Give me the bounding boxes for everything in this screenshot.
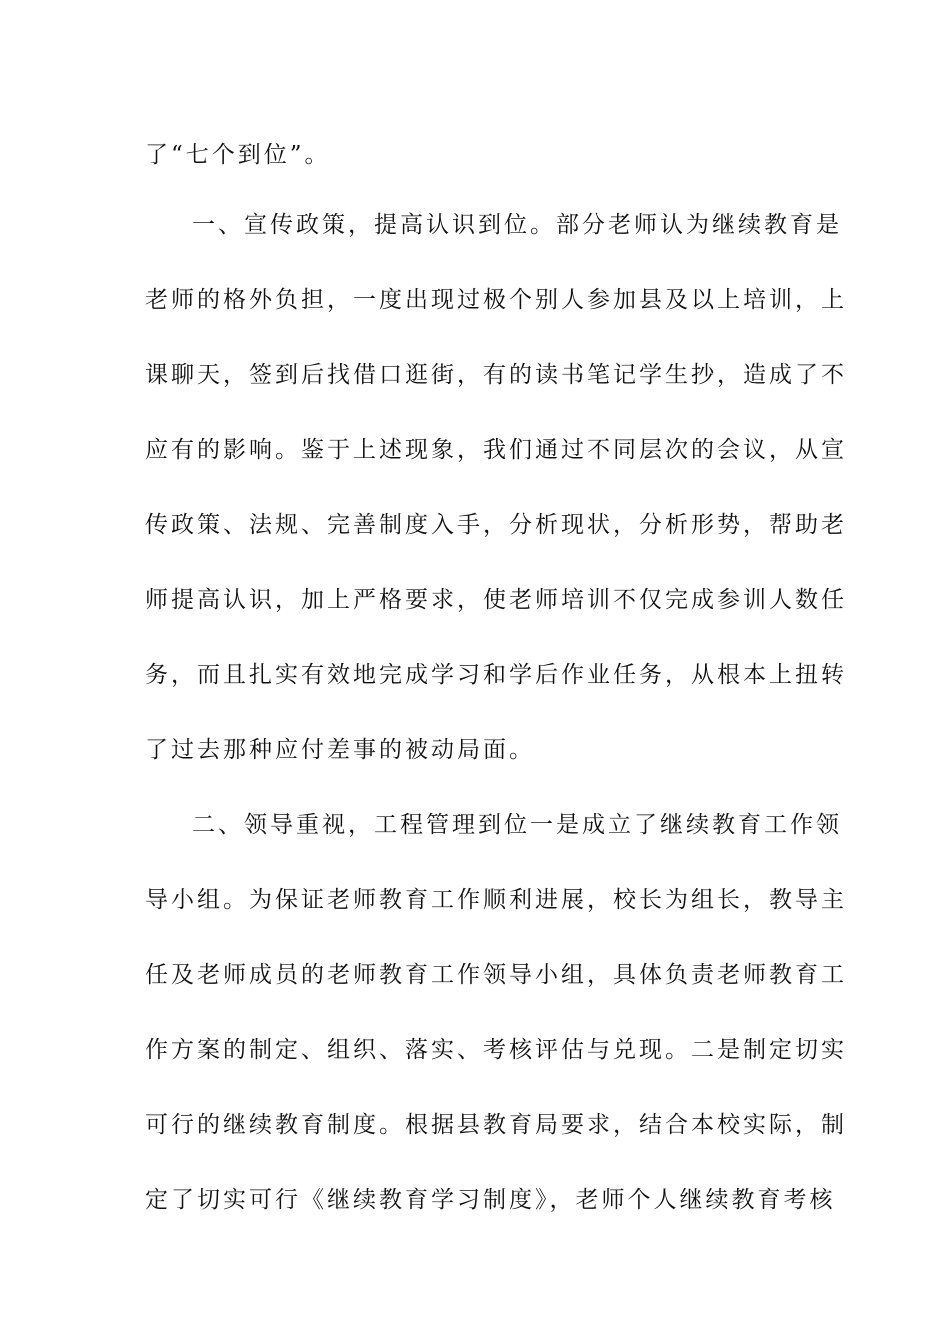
text-line: 可行的继续教育制度。根据县教育局要求，结合本校实际，制 [145,1112,847,1138]
text-line: 作方案的制定、组织、落实、考核评估与兑现。二是制定切实 [145,1037,847,1063]
text-line: 课聊天，签到后找借口逛街，有的读书笔记学生抄，造成了不 [145,362,847,388]
text-line: 老师的格外负担，一度出现过极个别人参加县及以上培训，上 [145,287,847,313]
text-line: 了“七个到位”。 [145,142,331,168]
text-line: 了过去那种应付差事的被动局面。 [145,737,535,763]
text-line: 师提高认识，加上严格要求，使老师培训不仅完成参训人数任 [145,587,847,613]
text-line: 传政策、法规、完善制度入手，分析现状，分析形势，帮助老 [145,512,847,538]
text-line: 任及老师成员的老师教育工作领导小组，具体负责老师教育工 [145,962,847,988]
text-line: 务，而且扎实有效地完成学习和学后作业任务，从根本上扭转 [145,662,847,688]
text-line: 定了切实可行《继续教育学习制度》，老师个人继续教育考核 [145,1187,836,1213]
text-line: 导小组。为保证老师教育工作顺利进展，校长为组长，教导主 [145,887,847,913]
text-line: 应有的影响。鉴于上述现象，我们通过不同层次的会议，从宣 [145,437,847,463]
paragraph-1-first-line: 一、宣传政策，提高认识到位。部分老师认为继续教育是 [192,212,842,238]
paragraph-2-first-line: 二、领导重视，工程管理到位一是成立了继续教育工作领 [192,812,842,838]
